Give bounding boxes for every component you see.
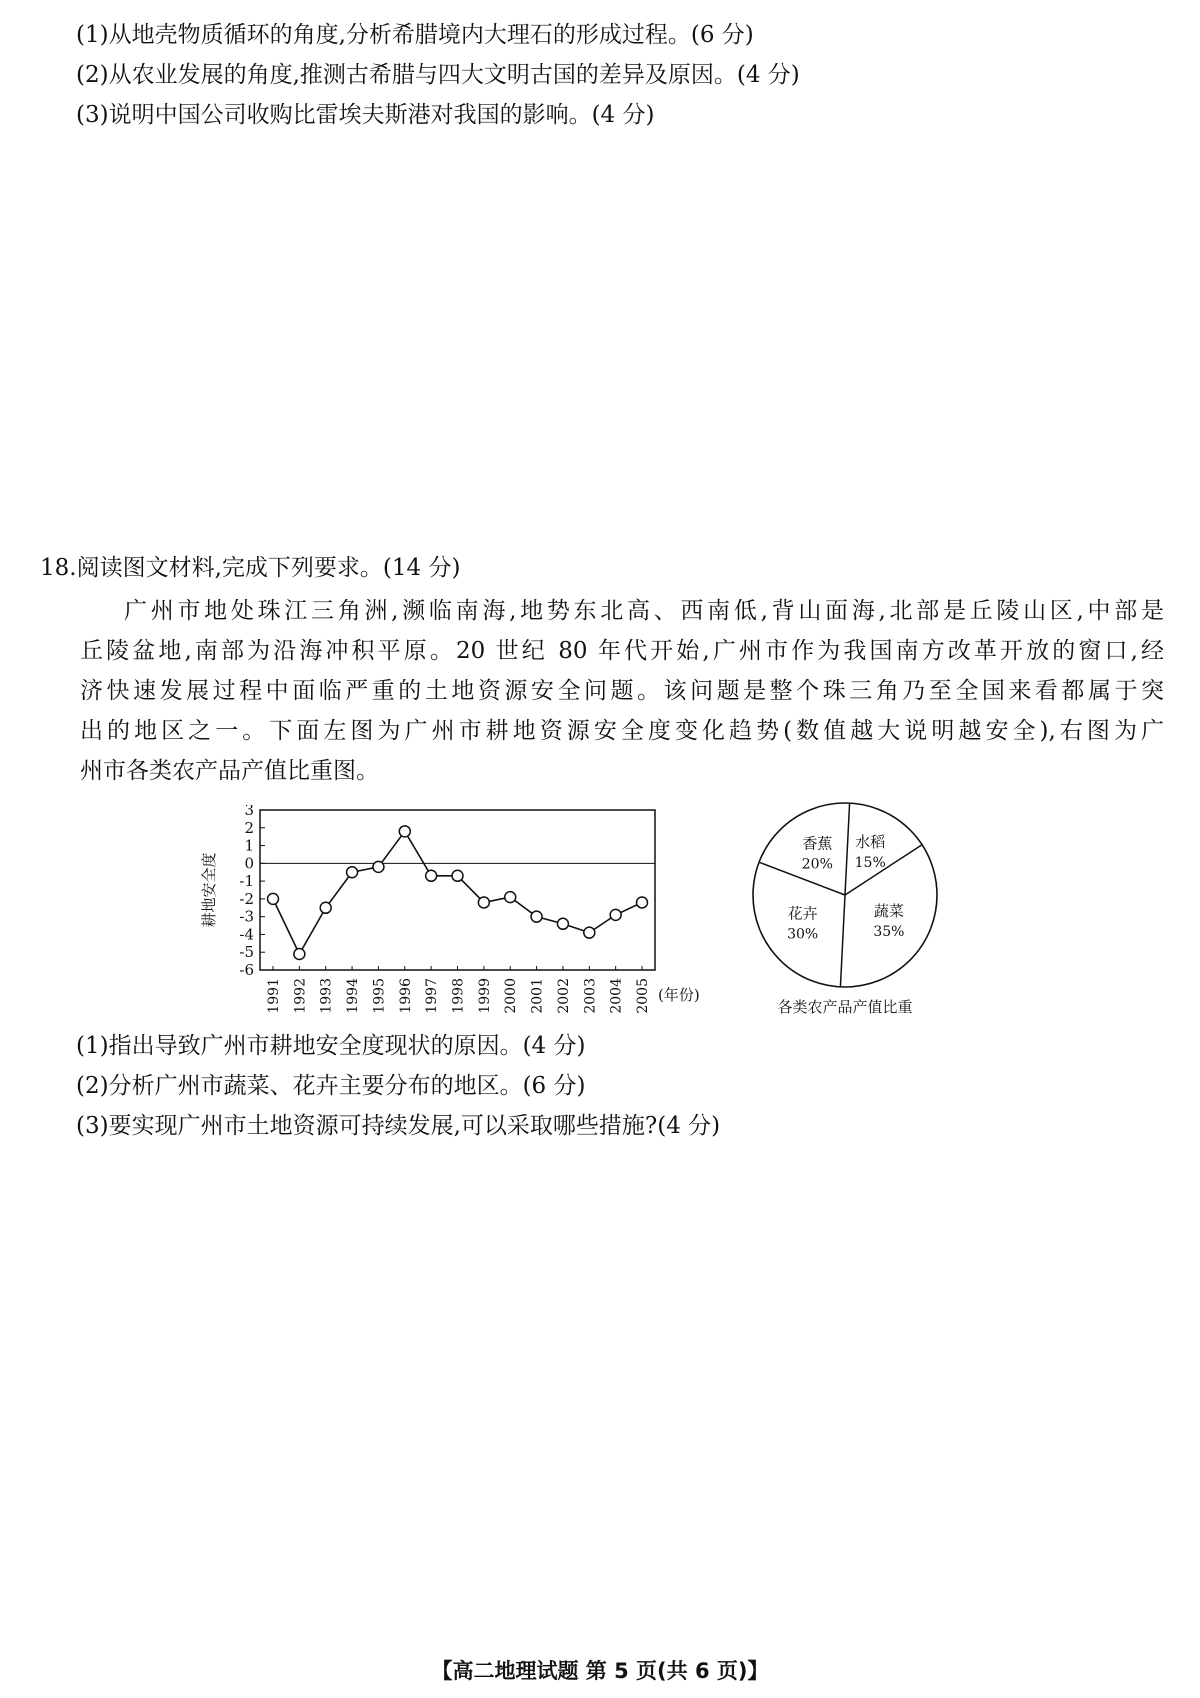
pie-chart xyxy=(735,800,955,1020)
q18-sub3: (3)要实现广州市土地资源可持续发展,可以采取哪些措施?(4 分) xyxy=(76,1113,721,1139)
x-tick-label: 1993 xyxy=(318,978,335,1014)
x-tick-label: 1998 xyxy=(450,978,467,1014)
line-chart xyxy=(200,805,720,1025)
x-tick-label: 1991 xyxy=(266,978,282,1014)
q17-sub1: (1)从地壳物质循环的角度,分析希腊境内大理石的形成过程。(6 分) xyxy=(76,22,754,48)
data-point xyxy=(610,909,621,920)
data-point xyxy=(452,870,463,881)
x-tick-label: 2003 xyxy=(582,978,599,1014)
x-tick-label: 1992 xyxy=(292,978,309,1014)
data-point xyxy=(347,867,358,878)
x-tick-label: 2004 xyxy=(608,978,625,1014)
y-tick-label: -6 xyxy=(239,961,254,979)
pie-slice-boundary xyxy=(840,895,845,987)
x-tick-label: 2005 xyxy=(635,978,651,1014)
data-point xyxy=(373,861,384,872)
y-tick-label: -2 xyxy=(239,889,254,908)
data-point xyxy=(478,897,489,908)
q18-sub1: (1)指出导致广州市耕地安全度现状的原因。(4 分) xyxy=(76,1033,586,1059)
x-axis-label: (年份) xyxy=(658,986,700,1004)
x-tick-label: 1997 xyxy=(424,978,441,1014)
x-tick-label: 1999 xyxy=(476,978,493,1014)
pie-slice-label: 30% xyxy=(787,926,819,943)
y-tick-label: -3 xyxy=(239,907,254,926)
y-tick-label: -4 xyxy=(239,925,254,944)
data-point xyxy=(399,826,410,837)
y-axis-label: 耕地安全度 xyxy=(200,852,218,928)
data-point xyxy=(505,892,516,903)
pie-slice-label: 35% xyxy=(873,924,905,941)
passage-line: 州市各类农产品产值比重图。 xyxy=(80,758,379,784)
data-point xyxy=(584,927,595,938)
data-point xyxy=(426,870,437,881)
x-tick-label: 1996 xyxy=(397,978,414,1014)
x-tick-label: 2001 xyxy=(529,978,546,1014)
y-tick-label: -5 xyxy=(239,943,254,962)
x-tick-label: 1994 xyxy=(345,978,362,1014)
pie-slice-name: 蔬菜 xyxy=(873,902,904,921)
data-point xyxy=(320,902,331,913)
pie-slice-name: 香蕉 xyxy=(802,834,833,853)
pie-slice-boundary xyxy=(845,803,850,895)
pie-slice-label: 20% xyxy=(801,856,833,873)
pie-slice-name: 花卉 xyxy=(787,904,818,923)
data-point xyxy=(294,949,305,960)
data-point xyxy=(637,897,648,908)
pie-slice-label: 15% xyxy=(854,855,886,872)
q17-sub3: (3)说明中国公司收购比雷埃夫斯港对我国的影响。(4 分) xyxy=(76,102,655,128)
q18-stem: 18.阅读图文材料,完成下列要求。(14 分) xyxy=(40,555,461,581)
plot-frame xyxy=(260,810,655,970)
passage-line: 出的地区之一。下面左图为广州市耕地资源安全度变化趋势(数值越大说明越安全),右图为广 xyxy=(80,718,1164,744)
y-tick-label: 2 xyxy=(244,818,254,837)
page-footer: 【高二地理试题 第 5 页(共 6 页)】 xyxy=(431,1659,769,1683)
pie-title: 各类农产品产值比重 xyxy=(777,998,913,1016)
y-tick-label: 1 xyxy=(244,836,254,855)
q18-sub2: (2)分析广州市蔬菜、花卉主要分布的地区。(6 分) xyxy=(76,1073,586,1099)
y-tick-label: 3 xyxy=(244,805,254,819)
q17-sub2: (2)从农业发展的角度,推测古希腊与四大文明古国的差异及原因。(4 分) xyxy=(76,62,800,88)
y-tick-label: 0 xyxy=(244,854,254,873)
data-point xyxy=(531,911,542,922)
x-tick-label: 2000 xyxy=(503,978,520,1014)
passage-line: 济快速发展过程中面临严重的土地资源安全问题。该问题是整个珠三角乃至全国来看都属于突 xyxy=(80,678,1164,704)
data-point xyxy=(557,918,568,929)
x-tick-label: 2002 xyxy=(555,978,572,1014)
pie-slice-name: 水稻 xyxy=(855,833,886,852)
y-tick-label: -1 xyxy=(239,872,254,891)
data-point xyxy=(268,893,279,904)
passage-line: 丘陵盆地,南部为沿海冲积平原。20 世纪 80 年代开始,广州市作为我国南方改革开放的窗口,经 xyxy=(80,638,1164,664)
passage-line: 广州市地处珠江三角洲,濒临南海,地势东北高、西南低,背山面海,北部是丘陵山区,中部是 xyxy=(124,598,1164,624)
x-tick-label: 1995 xyxy=(371,978,388,1014)
